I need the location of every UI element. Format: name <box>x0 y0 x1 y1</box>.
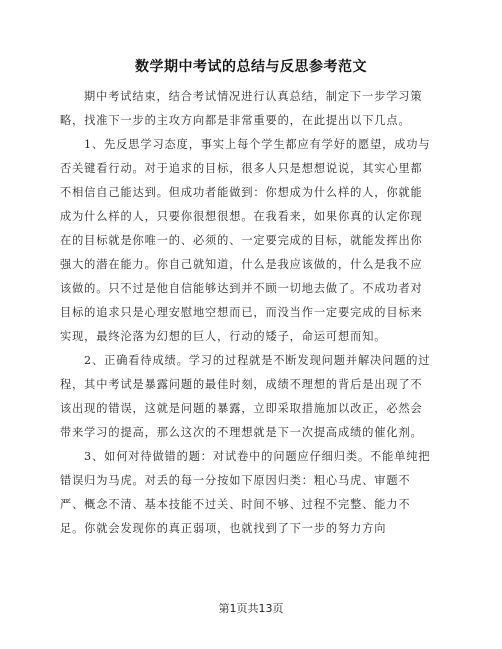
paragraph-line: 否关键看行动。对于追求的目标，很多人只是想想说说，其实心里都 <box>60 162 423 175</box>
paragraph-line: 程，其中考试是暴露问题的最佳时刻，成绩不理想的背后是出现了不 <box>60 378 423 391</box>
paragraph-line: 不相信自己能达到。但成功者能做到：你想成为什么样的人，你就能 <box>60 186 423 199</box>
paragraph-line: 错误归为马虎。对丢的每一分按如下原因归类：粗心马虎、审题不 <box>60 474 411 487</box>
section-2-line: 2、正确看待成绩。学习的过程就是不断发现问题并解决问题的过 <box>84 354 431 367</box>
paragraph-line: 严、概念不清、基本技能不过关、时间不够、过程不完整、能力不 <box>60 498 411 511</box>
section-3-line: 3、如何对待做错的题：对试卷中的问题应仔细归类。不能单纯把 <box>84 450 431 463</box>
paragraph-line: 该做的。只不过是他自信能够达到并不顾一切地去做了。不成功者对 <box>60 282 423 295</box>
paragraph-line: 实现，最终沦落为幻想的巨人，行动的矮子，命运可想而知。 <box>60 330 387 343</box>
paragraph-line: 足。你就会发现你的真正弱项，也就找到了下一步的努力方向 <box>60 522 387 535</box>
paragraph-line: 在的目标就是你唯一的、必须的、一定要完成的目标，就能发挥出你 <box>60 234 423 247</box>
paragraph-line: 成为什么样的人，只要你很想很想。在我看来，如果你真的认定你现 <box>60 210 423 223</box>
paragraph-line: 强大的潜在能力。你自己就知道，什么是我应该做的，什么是我不应 <box>60 258 423 271</box>
document-title: 数学期中考试的总结与反思参考范文 <box>135 59 367 75</box>
paragraph-line: 期中考试结束，结合考试情况进行认真总结，制定下一步学习策 <box>84 90 423 103</box>
section-1-line: 1、先反思学习态度，事实上每个学生都应有学好的愿望，成功与 <box>84 138 431 151</box>
paragraph-line: 带来学习的提高，那么这次的不理想就是下一次提高成绩的催化剂。 <box>60 426 423 439</box>
page-number: 第1页共13页 <box>218 602 284 615</box>
paragraph-line: 目标的追求只是心理安慰地空想而已，而没当作一定要完成的目标来 <box>60 306 423 319</box>
paragraph-line: 略，找准下一步的主攻方向都是非常重要的，在此提出以下几点。 <box>60 114 411 127</box>
paragraph-line: 该出现的错误，这就是问题的暴露，立即采取措施加以改正，必然会 <box>60 402 423 415</box>
